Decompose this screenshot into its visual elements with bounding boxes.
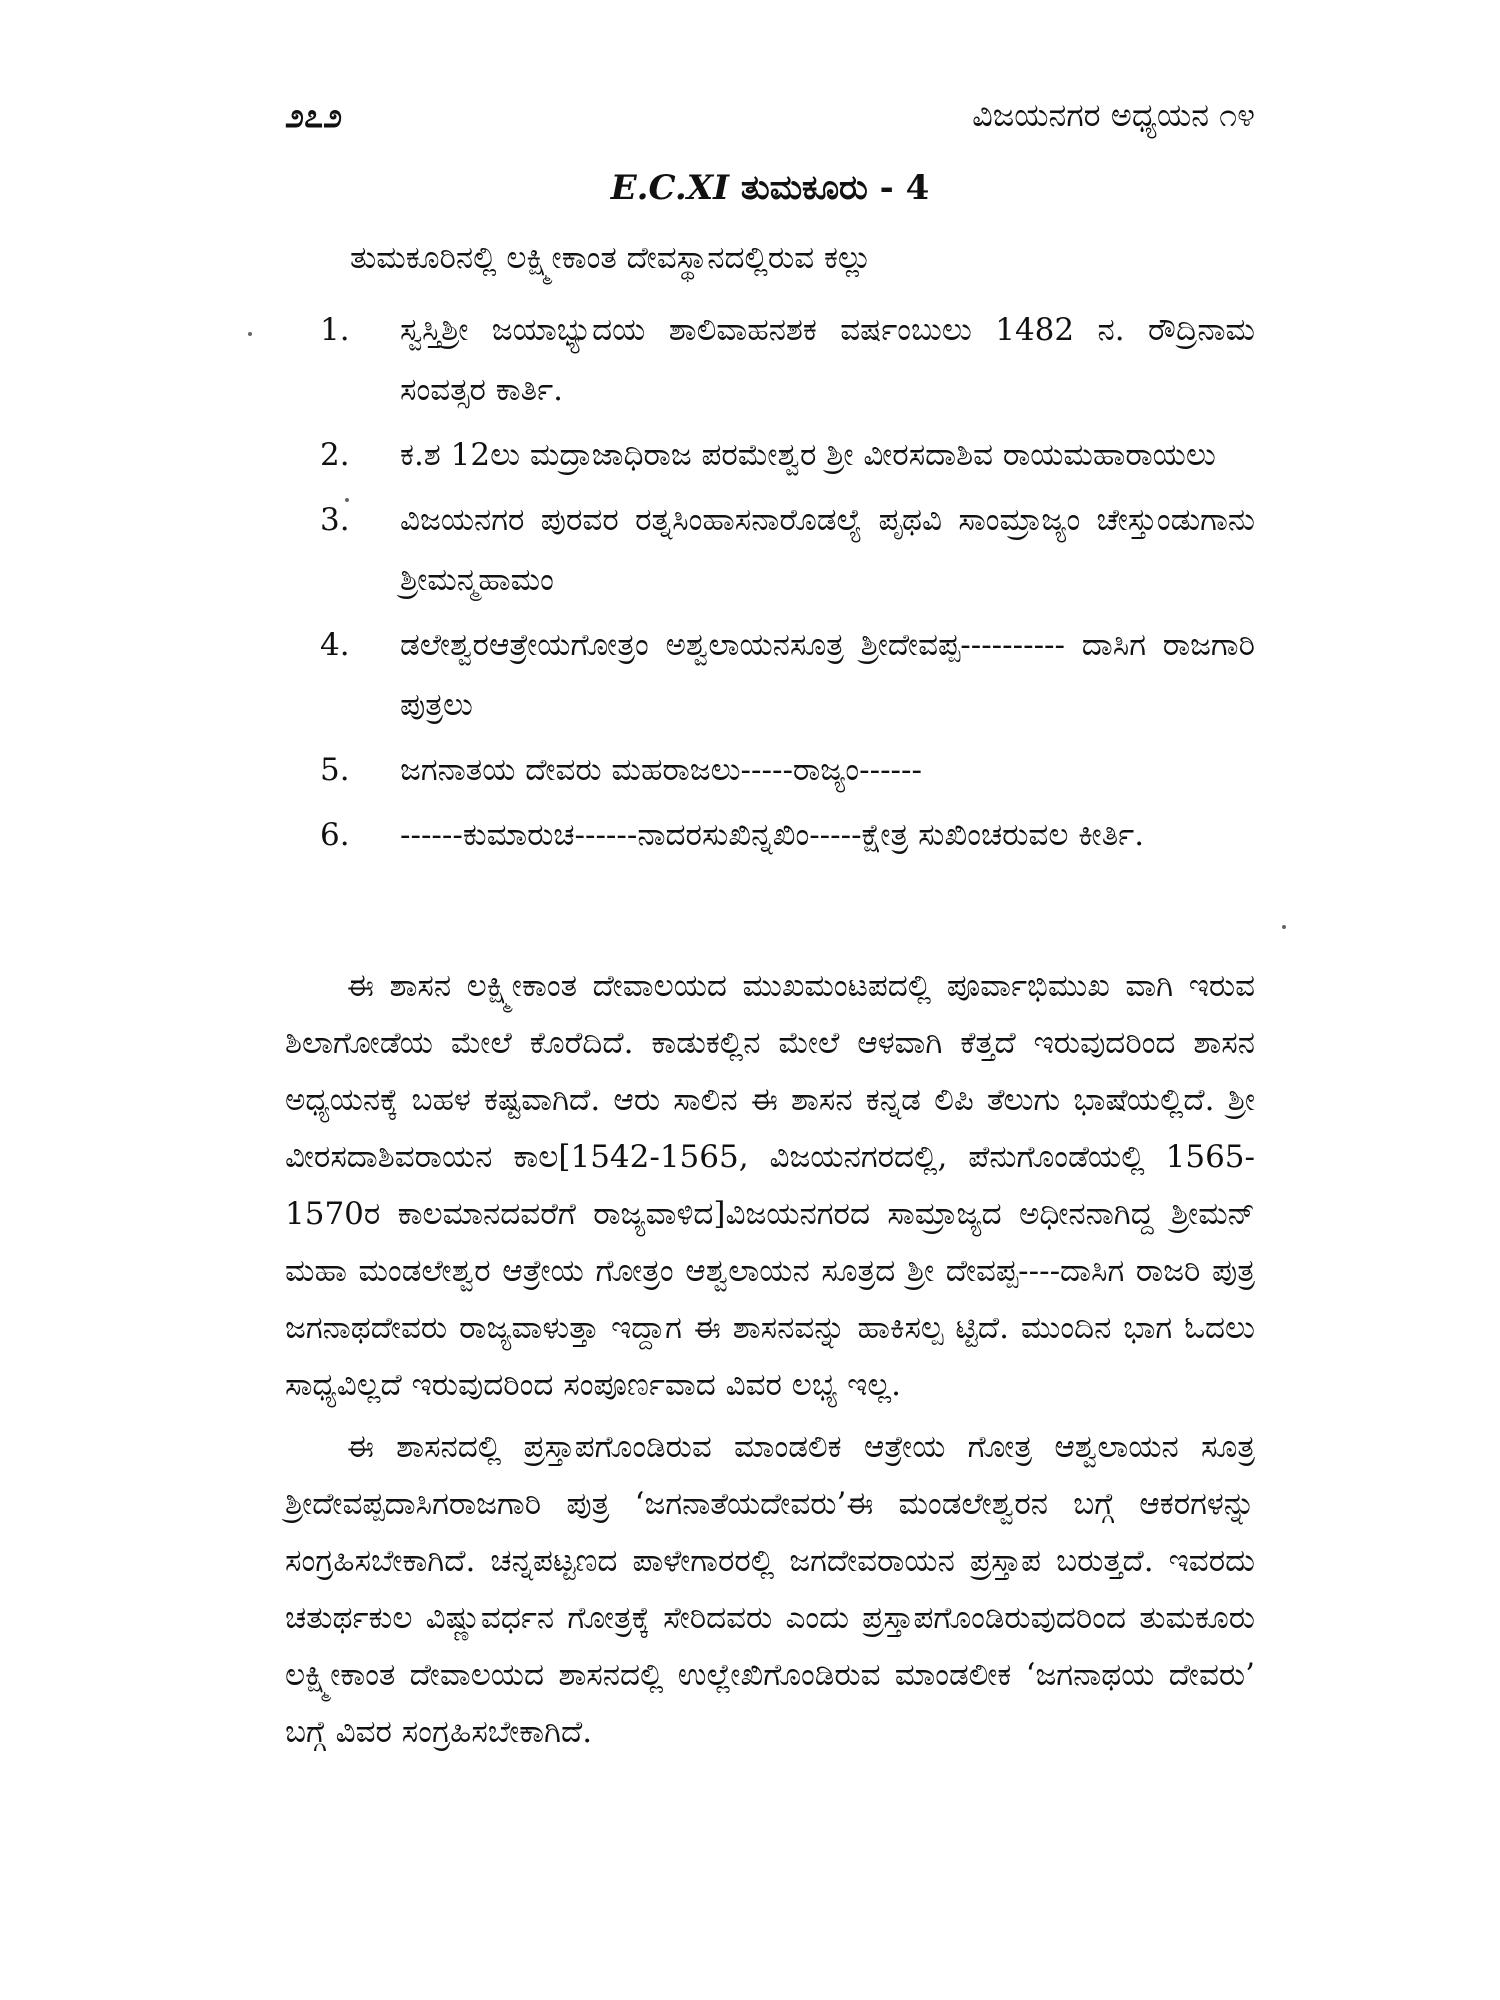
inscription-subtitle: ತುಮಕೂರಿನಲ್ಲಿ ಲಕ್ಷ್ಮೀಕಾಂತ ದೇವಸ್ಥಾನದಲ್ಲಿರುವ ಕಲ್ಲು bbox=[350, 240, 872, 276]
line-text: ಜಗನಾತಯ ದೇವರು ಮಹರಾಜಲು-----ರಾಜ್ಯಂ------ bbox=[400, 752, 922, 788]
inscription-line bbox=[320, 615, 1255, 735]
inscription-line bbox=[320, 300, 1255, 420]
inscription-line bbox=[320, 490, 1255, 610]
scan-speck bbox=[345, 498, 349, 502]
line-text: ------ಕುಮಾರುಚ------ನಾದರಸುಖಿನ್ನಖಿಂ-----ಕ್ಷೇತ್ರ ಸುಖಿಂಚರುವಲ ಕೀರ್ತಿ. bbox=[400, 817, 1145, 853]
line-number: 3. bbox=[320, 502, 350, 538]
line-text: ಡಲೇಶ್ವರಆತ್ರೇಯಗೋತ್ರಂ ಅಶ್ವಲಾಯನಸೂತ್ರ ಶ್ರೀದೇವಪ್ಪ---------- ದಾಸಿಗ ರಾಜಗಾರಿ ಪುತ್ರಲು bbox=[400, 627, 1255, 723]
line-number: 1. bbox=[320, 312, 350, 348]
line-text: ಕ.ಶ 12ಲು ಮದ್ರಾಜಾಧಿರಾಜ ಪರಮೇಶ್ವರ ಶ್ರೀ ವೀರಸದಾಶಿವ ರಾಯಮಹಾರಾಯಲು bbox=[400, 437, 1216, 473]
scan-speck bbox=[1282, 925, 1286, 929]
inscription-line bbox=[320, 805, 1255, 865]
inscription-line bbox=[320, 425, 1255, 485]
line-number: 2. bbox=[320, 437, 350, 473]
line-number: 5. bbox=[320, 752, 350, 788]
commentary-paragraph: ಈ ಶಾಸನ ಲಕ್ಷ್ಮೀಕಾಂತ ದೇವಾಲಯದ ಮುಖಮಂಟಪದಲ್ಲಿ ಪೂರ್ವಾಭಿಮುಖ ವಾಗಿ ಇರುವ ಶಿಲಾಗೋಡೆಯ ಮೇಲೆ ಕೊರೆದಿದೆ. ಕಾಡುಕಲ್ಲಿನ ಮೇಲೆ ಆಳವಾಗಿ ಕೆತ್ತದೆ ಇರುವುದರಿಂದ ಶಾಸನ ಅಧ್ಯಯನಕ್ಕೆ ಬಹಳ ಕಷ್ಟವಾಗಿದೆ. ಆರು ಸಾಲಿನ ಈ ಶಾಸನ ಕನ್ನಡ ಲಿಪಿ ತೆಲುಗು ಭಾಷೆಯಲ್ಲಿದೆ. ಶ್ರೀ ವೀರಸದಾಶಿವರಾಯನ ಕಾಲ[1542-1565, ವಿಜಯನಗರದಲ್ಲಿ, ಪೆನುಗೊಂಡೆಯಲ್ಲಿ 1565-1570ರ ಕಾಲಮಾನದವರೆಗೆ ರಾಜ್ಯವಾಳಿದ]ವಿಜಯನಗರದ ಸಾಮ್ರಾಜ್ಯದ ಅಧೀನನಾಗಿದ್ದ ಶ್ರೀಮನ್ ಮಹಾ ಮಂಡಲೇಶ್ವರ ಆತ್ರೇಯ ಗೋತ್ರಂ ಆಶ್ವಲಾಯನ ಸೂತ್ರದ ಶ್ರೀ ದೇವಪ್ಪ----ದಾಸಿಗ ರಾಜರಿ ಪುತ್ರ ಜಗನಾಥದೇವರು ರಾಜ್ಯವಾಳುತ್ತಾ ಇದ್ದಾಗ ಈ ಶಾಸನವನ್ನು ಹಾಕಿಸಲ್ಪ ಟ್ಟಿದೆ. ಮುಂದಿನ ಭಾಗ ಓದಲು ಸಾಧ್ಯವಿಲ್ಲದೆ ಇರುವುದರಿಂದ ಸಂಪೂರ್ಣವಾದ ವಿವರ ಲಭ್ಯ ಇಲ್ಲ. bbox=[285, 968, 1256, 1403]
commentary bbox=[285, 958, 1255, 1766]
line-text: ವಿಜಯನಗರ ಪುರವರ ರತ್ನಸಿಂಹಾಸನಾರೊಡಲ್ಯೆ ಪೃಥವಿ ಸಾಂಮ್ರಾಜ್ಯಂ ಚೇಸ್ತುಂಡುಗಾನು ಶ್ರೀಮನ್ಮಹಾಮಂ bbox=[400, 502, 1255, 598]
inscription-code: E.C.XI bbox=[610, 168, 730, 208]
inscription-place: ತುಮಕೂರು - 4 bbox=[740, 168, 930, 208]
line-text: ಸ್ವಸ್ತಿಶ್ರೀ ಜಯಾಭ್ಯುದಯ ಶಾಲಿವಾಹನಶಕ ವರ್ಷಂಬುಲು 1482 ನ. ರೌದ್ರಿನಾಮ ಸಂವತ್ಸರ ಕಾರ್ತಿ. bbox=[400, 312, 1255, 408]
page-header bbox=[285, 96, 1255, 146]
inscription-title bbox=[285, 168, 1255, 208]
commentary-paragraph: ಈ ಶಾಸನದಲ್ಲಿ ಪ್ರಸ್ತಾಪಗೊಂಡಿರುವ ಮಾಂಡಲಿಕ ಆತ್ರೇಯ ಗೋತ್ರ ಆಶ್ವಲಾಯನ ಸೂತ್ರ ಶ್ರೀದೇವಪ್ಪದಾಸಿಗರಾಜಗಾರಿ ಪುತ್ರ ‘ಜಗನಾತೆಯದೇವರು’ಈ ಮಂಡಲೇಶ್ವರನ ಬಗ್ಗೆ ಆಕರಗಳನ್ನು ಸಂಗ್ರಹಿಸಬೇಕಾಗಿದೆ. ಚನ್ನಪಟ್ಟಣದ ಪಾಳೇಗಾರರಲ್ಲಿ ಜಗದೇವರಾಯನ ಪ್ರಸ್ತಾಪ ಬರುತ್ತದೆ. ಇವರದು ಚತುರ್ಥಕುಲ ವಿಷ್ಣುವರ್ಧನ ಗೋತ್ರಕ್ಕೆ ಸೇರಿದವರು ಎಂದು ಪ್ರಸ್ತಾಪಗೊಂಡಿರುವುದರಿಂದ ತುಮಕೂರು ಲಕ್ಷ್ಮೀಕಾಂತ ದೇವಾಲಯದ ಶಾಸನದಲ್ಲಿ ಉಲ್ಲೇಖಿಗೊಂಡಿರುವ ಮಾಂಡಲೀಕ ‘ಜಗನಾಥಯ ದೇವರು’ ಬಗ್ಗೆ ವಿವರ ಸಂಗ್ರಹಿಸಬೇಕಾಗಿದೆ. bbox=[285, 1429, 1255, 1750]
page-number: ೨೭೨ bbox=[285, 96, 343, 136]
running-title: ವಿಜಯನಗರ ಅಧ್ಯಯನ ೧೪ bbox=[972, 96, 1255, 134]
inscription-line bbox=[320, 740, 1255, 800]
line-number: 4. bbox=[320, 627, 350, 663]
line-number: 6. bbox=[320, 817, 350, 853]
scan-speck bbox=[248, 332, 252, 336]
inscription-lines bbox=[320, 300, 1255, 870]
